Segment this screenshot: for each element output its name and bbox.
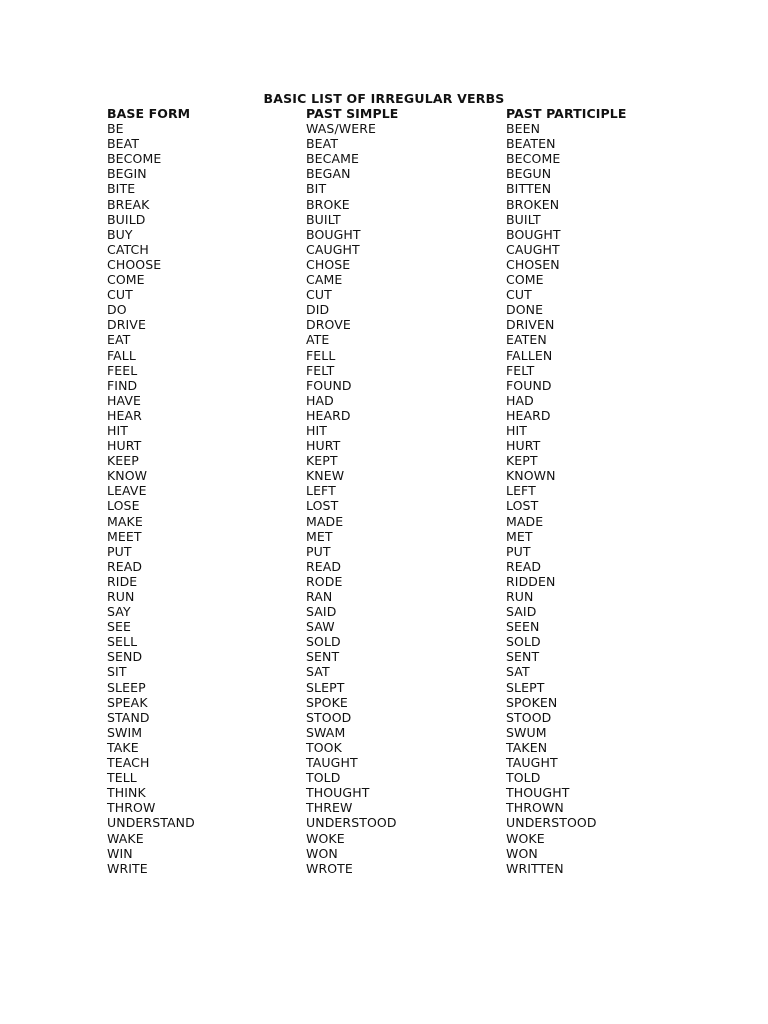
table-row <box>107 740 707 755</box>
verb-base-form: WIN <box>107 845 133 861</box>
table-row <box>107 453 707 468</box>
verb-past-simple: BIT <box>306 181 327 197</box>
table-row <box>107 227 707 242</box>
verb-past-participle: BUILT <box>506 211 541 227</box>
verb-base-form: FIND <box>107 377 138 393</box>
verb-base-form: CHOOSE <box>107 256 162 272</box>
verb-base-form: LOSE <box>107 498 140 514</box>
verb-base-form: PUT <box>107 543 132 559</box>
verb-base-form: LEAVE <box>107 483 147 499</box>
verb-past-simple: HIT <box>306 422 328 438</box>
verb-past-simple: WON <box>306 845 338 861</box>
table-row <box>107 680 707 695</box>
verb-past-simple: CUT <box>306 287 332 303</box>
verb-base-form: SLEEP <box>107 679 146 695</box>
verb-past-participle: THOUGHT <box>506 785 570 801</box>
verb-base-form: BEAT <box>107 136 140 152</box>
verb-past-simple: CHOSE <box>306 256 351 272</box>
table-row <box>107 619 707 634</box>
table-row <box>107 574 707 589</box>
verb-base-form: HIT <box>107 422 129 438</box>
verb-base-form: TEACH <box>107 755 150 771</box>
verb-past-simple: HAD <box>306 392 334 408</box>
verb-past-participle: HAD <box>506 392 534 408</box>
column-header-base-form: BASE FORM <box>107 106 191 121</box>
verb-base-form: BE <box>107 121 124 137</box>
verb-past-participle: WOKE <box>506 830 545 846</box>
verb-base-form: FEEL <box>107 362 138 378</box>
verb-past-simple: BOUGHT <box>306 226 361 242</box>
verb-past-simple: MADE <box>306 513 344 529</box>
verb-past-participle: BOUGHT <box>506 226 561 242</box>
table-row <box>107 604 707 619</box>
verb-past-participle: TAKEN <box>506 739 548 755</box>
verb-base-form: TELL <box>107 770 137 786</box>
verb-base-form: DO <box>107 302 127 318</box>
table-row <box>107 423 707 438</box>
table-row <box>107 302 707 317</box>
verb-base-form: RIDE <box>107 573 138 589</box>
table-row <box>107 483 707 498</box>
verb-past-simple: PUT <box>306 543 331 559</box>
verb-base-form: READ <box>107 558 143 574</box>
verb-past-participle: RIDDEN <box>506 573 556 589</box>
verb-past-simple: DROVE <box>306 317 351 333</box>
verb-base-form: UNDERSTAND <box>107 815 195 831</box>
table-row <box>107 348 707 363</box>
verb-past-simple: WAS/WERE <box>306 121 377 137</box>
verb-past-participle: RUN <box>506 589 534 604</box>
verb-base-form: WAKE <box>107 830 144 846</box>
verb-past-participle: FELT <box>506 362 535 378</box>
verb-past-participle: WON <box>506 845 538 861</box>
table-row <box>107 408 707 423</box>
table-row <box>107 257 707 272</box>
verb-past-simple: READ <box>306 558 342 574</box>
table-row <box>107 514 707 529</box>
verb-past-simple: RODE <box>306 573 343 589</box>
verb-past-simple: CAUGHT <box>306 241 360 257</box>
verb-past-simple: ATE <box>306 332 330 348</box>
verb-past-participle: TAUGHT <box>506 755 558 771</box>
table-row <box>107 181 707 196</box>
verb-base-form: HAVE <box>107 392 141 408</box>
verb-base-form: THROW <box>107 800 156 816</box>
verb-past-simple: WOKE <box>306 830 345 846</box>
document-title: BASIC LIST OF IRREGULAR VERBS <box>263 91 505 106</box>
table-row <box>107 498 707 513</box>
table-row <box>107 287 707 302</box>
verb-past-participle: DONE <box>506 302 544 318</box>
table-row <box>107 861 707 876</box>
verb-past-participle: STOOD <box>506 709 552 725</box>
verb-past-participle: WRITTEN <box>506 860 564 876</box>
verb-past-simple: TOLD <box>306 770 341 786</box>
verb-past-participle: PUT <box>506 543 531 559</box>
verb-base-form: BREAK <box>107 196 150 212</box>
verb-past-participle: SOLD <box>506 634 541 650</box>
verb-past-participle: SENT <box>506 649 540 665</box>
verb-past-participle: FOUND <box>506 377 552 393</box>
verb-base-form: EAT <box>107 332 131 348</box>
verb-past-simple: LEFT <box>306 483 336 499</box>
verb-past-simple: CAME <box>306 272 343 288</box>
verb-past-simple: BECAME <box>306 151 360 167</box>
verb-past-simple: THREW <box>306 800 353 816</box>
verb-past-participle: KNOWN <box>506 468 556 484</box>
table-row <box>107 725 707 740</box>
table-row <box>107 770 707 785</box>
table-row <box>107 634 707 649</box>
verb-base-form: SPEAK <box>107 694 148 710</box>
verb-past-simple: DID <box>306 302 330 318</box>
verb-past-participle: MET <box>506 528 533 544</box>
verb-base-form: BECOME <box>107 151 162 167</box>
table-row <box>107 785 707 800</box>
verb-base-form: BUY <box>107 226 133 242</box>
verb-past-simple: KEPT <box>306 453 338 469</box>
verb-past-participle: HURT <box>506 438 541 454</box>
verb-past-simple: BUILT <box>306 211 341 227</box>
verb-past-simple: TAUGHT <box>306 755 358 771</box>
verb-base-form: COME <box>107 272 145 288</box>
verb-past-simple: SAT <box>306 664 330 680</box>
verb-base-form: KNOW <box>107 468 148 484</box>
verb-past-participle: BEGUN <box>506 166 552 182</box>
verb-past-participle: BEEN <box>506 121 541 137</box>
column-header-past-simple: PAST SIMPLE <box>306 106 399 121</box>
table-row <box>107 664 707 679</box>
verb-past-simple: SOLD <box>306 634 341 650</box>
table-row <box>107 151 707 166</box>
verb-past-participle: BEATEN <box>506 136 556 152</box>
verb-past-simple: FOUND <box>306 377 352 393</box>
verb-past-simple: MET <box>306 528 333 544</box>
table-row <box>107 317 707 332</box>
verb-past-simple: SWAM <box>306 724 346 740</box>
verb-base-form: CATCH <box>107 241 149 257</box>
verb-past-participle: SEEN <box>506 619 540 635</box>
verb-past-simple: WROTE <box>306 860 353 876</box>
table-row <box>107 393 707 408</box>
verb-past-simple: BEAT <box>306 136 339 152</box>
verb-past-simple: RAN <box>306 589 333 604</box>
verb-base-form: WRITE <box>107 860 148 876</box>
verb-base-form: BUILD <box>107 211 146 227</box>
table-row <box>107 136 707 151</box>
verb-past-simple: FELT <box>306 362 335 378</box>
table-row <box>107 378 707 393</box>
verb-past-simple: UNDERSTOOD <box>306 815 397 831</box>
verb-past-participle: CUT <box>506 287 532 303</box>
table-row <box>107 242 707 257</box>
table-row <box>107 544 707 559</box>
verb-past-participle: THROWN <box>506 800 564 816</box>
verb-base-form: SELL <box>107 634 138 650</box>
verb-past-participle: KEPT <box>506 453 538 469</box>
table-row <box>107 197 707 212</box>
verb-base-form: BITE <box>107 181 136 197</box>
verb-past-simple: FELL <box>306 347 336 363</box>
table-row <box>107 468 707 483</box>
verb-past-simple: HEARD <box>306 407 351 423</box>
table-row <box>107 710 707 725</box>
verb-past-participle: BROKEN <box>506 196 560 212</box>
table-row <box>107 755 707 770</box>
table-row <box>107 166 707 181</box>
verb-past-simple: BROKE <box>306 196 350 212</box>
verb-past-participle: SWUM <box>506 724 547 740</box>
verb-past-participle: LOST <box>506 498 539 514</box>
table-row <box>107 212 707 227</box>
verb-base-form: SWIM <box>107 724 143 740</box>
verb-past-participle: MADE <box>506 513 544 529</box>
verb-table <box>107 106 707 876</box>
table-row <box>107 831 707 846</box>
verb-past-simple: SENT <box>306 649 340 665</box>
verb-past-simple: SAID <box>306 604 337 620</box>
verb-past-simple: HURT <box>306 438 341 454</box>
verb-past-participle: CAUGHT <box>506 241 560 257</box>
verb-past-simple: SLEPT <box>306 679 345 695</box>
verb-past-simple: SPOKE <box>306 694 348 710</box>
verb-base-form: FALL <box>107 347 136 363</box>
verb-past-participle: BITTEN <box>506 181 552 197</box>
verb-base-form: THINK <box>107 785 146 801</box>
verb-past-participle: HIT <box>506 422 528 438</box>
verb-past-participle: EATEN <box>506 332 547 348</box>
table-row <box>107 800 707 815</box>
table-row <box>107 846 707 861</box>
verb-past-participle: SAT <box>506 664 530 680</box>
verb-past-simple: BEGAN <box>306 166 351 182</box>
verb-base-form: SAY <box>107 604 131 620</box>
verb-past-participle: SLEPT <box>506 679 545 695</box>
table-row <box>107 695 707 710</box>
verb-past-participle: BECOME <box>506 151 561 167</box>
verb-past-participle: DRIVEN <box>506 317 555 333</box>
table-row <box>107 121 707 136</box>
verb-past-participle: CHOSEN <box>506 256 560 272</box>
verb-base-form: HEAR <box>107 407 142 423</box>
verb-past-participle: FALLEN <box>506 347 553 363</box>
verb-base-form: KEEP <box>107 453 139 469</box>
column-header-past-participle: PAST PARTICIPLE <box>506 106 627 121</box>
verb-base-form: BEGIN <box>107 166 147 182</box>
verb-past-participle: COME <box>506 272 544 288</box>
verb-past-simple: STOOD <box>306 709 352 725</box>
verb-past-simple: SAW <box>306 619 335 635</box>
verb-past-participle: UNDERSTOOD <box>506 815 597 831</box>
verb-past-simple: THOUGHT <box>306 785 370 801</box>
verb-base-form: RUN <box>107 589 135 604</box>
verb-past-simple: TOOK <box>306 739 342 755</box>
verb-base-form: TAKE <box>107 739 139 755</box>
verb-base-form: HURT <box>107 438 142 454</box>
verb-base-form: MEET <box>107 528 142 544</box>
table-row <box>107 649 707 664</box>
verb-base-form: SIT <box>107 664 127 680</box>
table-row <box>107 363 707 378</box>
verb-base-form: SEND <box>107 649 143 665</box>
table-row <box>107 438 707 453</box>
verb-rows <box>107 121 707 876</box>
verb-past-participle: READ <box>506 558 542 574</box>
verb-past-simple: KNEW <box>306 468 345 484</box>
verb-past-participle: LEFT <box>506 483 536 499</box>
verb-past-participle: HEARD <box>506 407 551 423</box>
verb-past-participle: SPOKEN <box>506 694 558 710</box>
verb-base-form: STAND <box>107 709 150 725</box>
verb-base-form: DRIVE <box>107 317 146 333</box>
table-row <box>107 272 707 287</box>
verb-base-form: CUT <box>107 287 133 303</box>
verb-past-participle: TOLD <box>506 770 541 786</box>
table-row <box>107 529 707 544</box>
table-row <box>107 589 707 604</box>
table-header-row <box>107 106 707 121</box>
verb-past-participle: SAID <box>506 604 537 620</box>
verb-past-simple: LOST <box>306 498 339 514</box>
verb-base-form: MAKE <box>107 513 143 529</box>
table-row <box>107 332 707 347</box>
verb-base-form: SEE <box>107 619 132 635</box>
table-row <box>107 559 707 574</box>
table-row <box>107 815 707 830</box>
